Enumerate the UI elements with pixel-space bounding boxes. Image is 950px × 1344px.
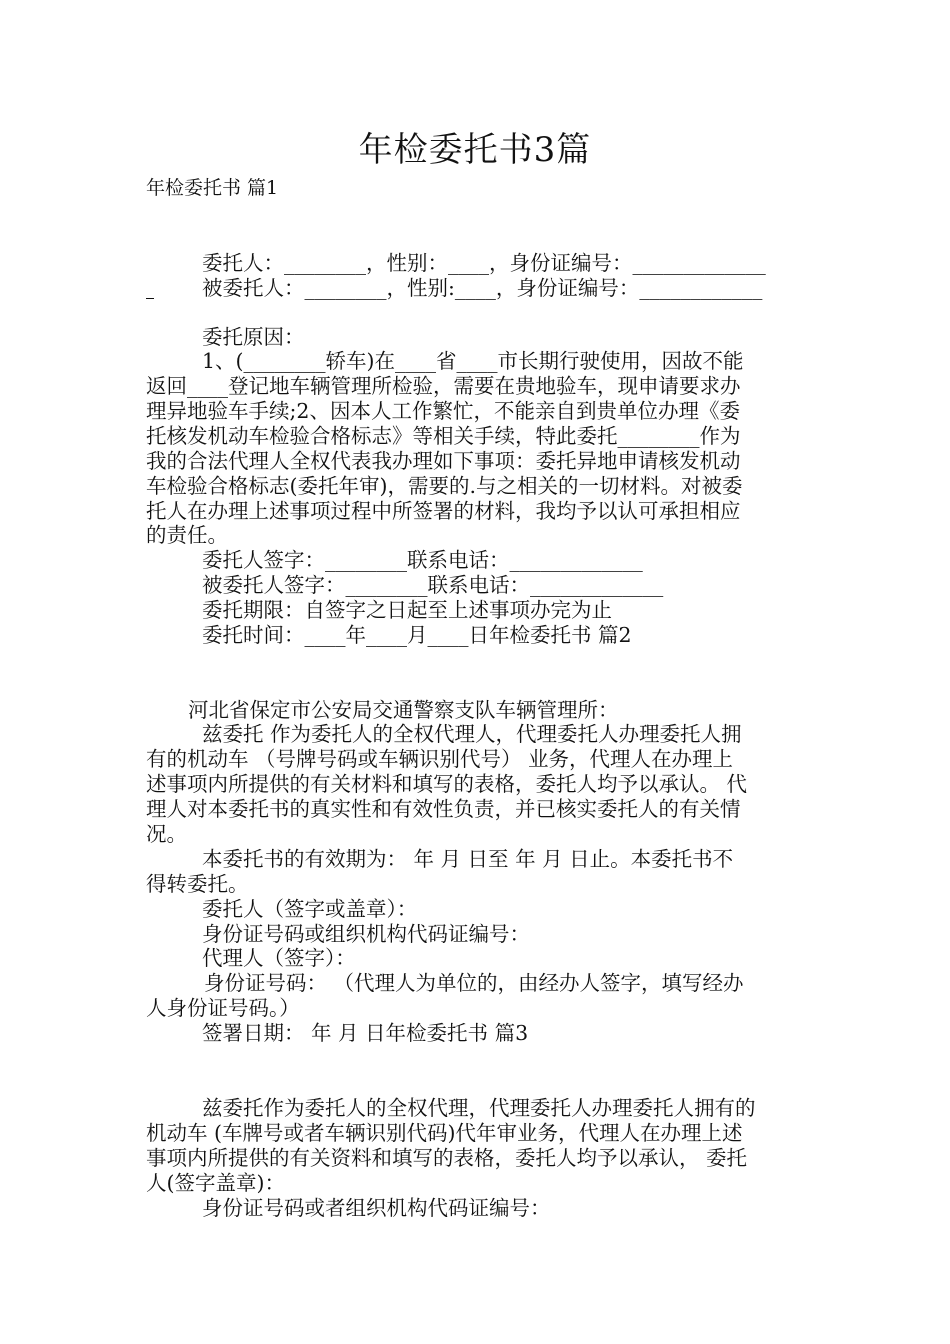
reason-line: 托核发机动车检验合格标志》等相关手续，特此委托________作为 <box>146 424 741 448</box>
validity-line: 得转委托。 <box>146 872 249 896</box>
principal-sign-line: 委托人（签字或盖章）： <box>202 897 418 921</box>
reason-line: 我的合法代理人全权代表我办理如下事项：委托异地申请核发机动 <box>146 449 741 473</box>
reason-line: 车检验合格标志(委托年审)，需要的.与之相关的一切材料。对被委 <box>146 474 743 498</box>
body-line: 况。 <box>146 822 187 846</box>
reason-line: 托人在办理上述事项过程中所签署的材料，我均予以认可承担相应 <box>146 499 741 523</box>
agent-sign-line: 代理人（签字）： <box>202 946 356 970</box>
body-line: 理人对本委托书的真实性和有效性负责，并已核实委托人的有关情 <box>146 797 741 821</box>
body-line: 有的机动车 （号牌号码或车辆识别代号） 业务，代理人在办理上 <box>146 747 734 771</box>
id-or-org-line: 身份证号码或者组织机构代码证编号： <box>202 1196 551 1220</box>
time-line: 委托时间：____年____月____日年检委托书 篇2 <box>202 623 632 647</box>
id-or-org-line: 身份证号码或组织机构代码证编号： <box>202 922 530 946</box>
principal-line: 委托人：________，性别：____，身份证编号：_____________ <box>202 251 766 275</box>
body-line: 机动车 (车牌号或者车辆识别代码)代年审业务，代理人在办理上述 <box>146 1121 743 1145</box>
reason-line: 返回____登记地车辆管理所检验，需要在贵地验车，现申请要求办 <box>146 374 741 398</box>
signing-date-line: 签署日期： 年 月 日年检委托书 篇3 <box>202 1021 529 1045</box>
principal-signature-line: 委托人签字：________联系电话：_____________ <box>202 548 643 572</box>
reason-line: 1、(________轿车)在____省____市长期行驶使用，因故不能 <box>202 349 744 373</box>
body-line: 人(签字盖章)： <box>146 1171 285 1195</box>
body-line: 事项内所提供的有关资料和填写的表格，委托人均予以承认， 委托 <box>146 1146 748 1170</box>
reason-label: 委托原因： <box>202 325 305 349</box>
agent-id-line: 身份证号码： （代理人为单位的，由经办人签字，填写经办 <box>204 971 744 995</box>
reason-line: 理异地验车手续;2、因本人工作繁忙，不能亲自到贵单位办理《委 <box>146 399 740 423</box>
agent-signature-line: 被委托人签字：________联系电话：_____________ <box>202 573 664 597</box>
agent-id-line: 人身份证号码。） <box>146 996 300 1020</box>
validity-line: 本委托书的有效期为： 年 月 日至 年 月 日止。本委托书不 <box>202 847 734 871</box>
body-line: 述事项内所提供的有关材料和填写的表格，委托人均予以承认。 代 <box>146 772 748 796</box>
term-line: 委托期限：自签字之日起至上述事项办完为止 <box>202 598 612 622</box>
addressee: 河北省保定市公安局交通警察支队车辆管理所： <box>188 698 619 722</box>
part1-heading: 年检委托书 篇1 <box>146 177 279 199</box>
body-line: 兹委托 作为委托人的全权代理人，代理委托人办理委托人拥 <box>202 722 742 746</box>
wrapped-underscore <box>146 298 154 299</box>
document-title: 年检委托书3篇 <box>358 130 592 170</box>
reason-line: 的责任。 <box>146 523 228 547</box>
body-line: 兹委托作为委托人的全权代理，代理委托人办理委托人拥有的 <box>202 1096 756 1120</box>
agent-line: 被委托人：________，性别:____，身份证编号：____________ <box>202 276 763 300</box>
